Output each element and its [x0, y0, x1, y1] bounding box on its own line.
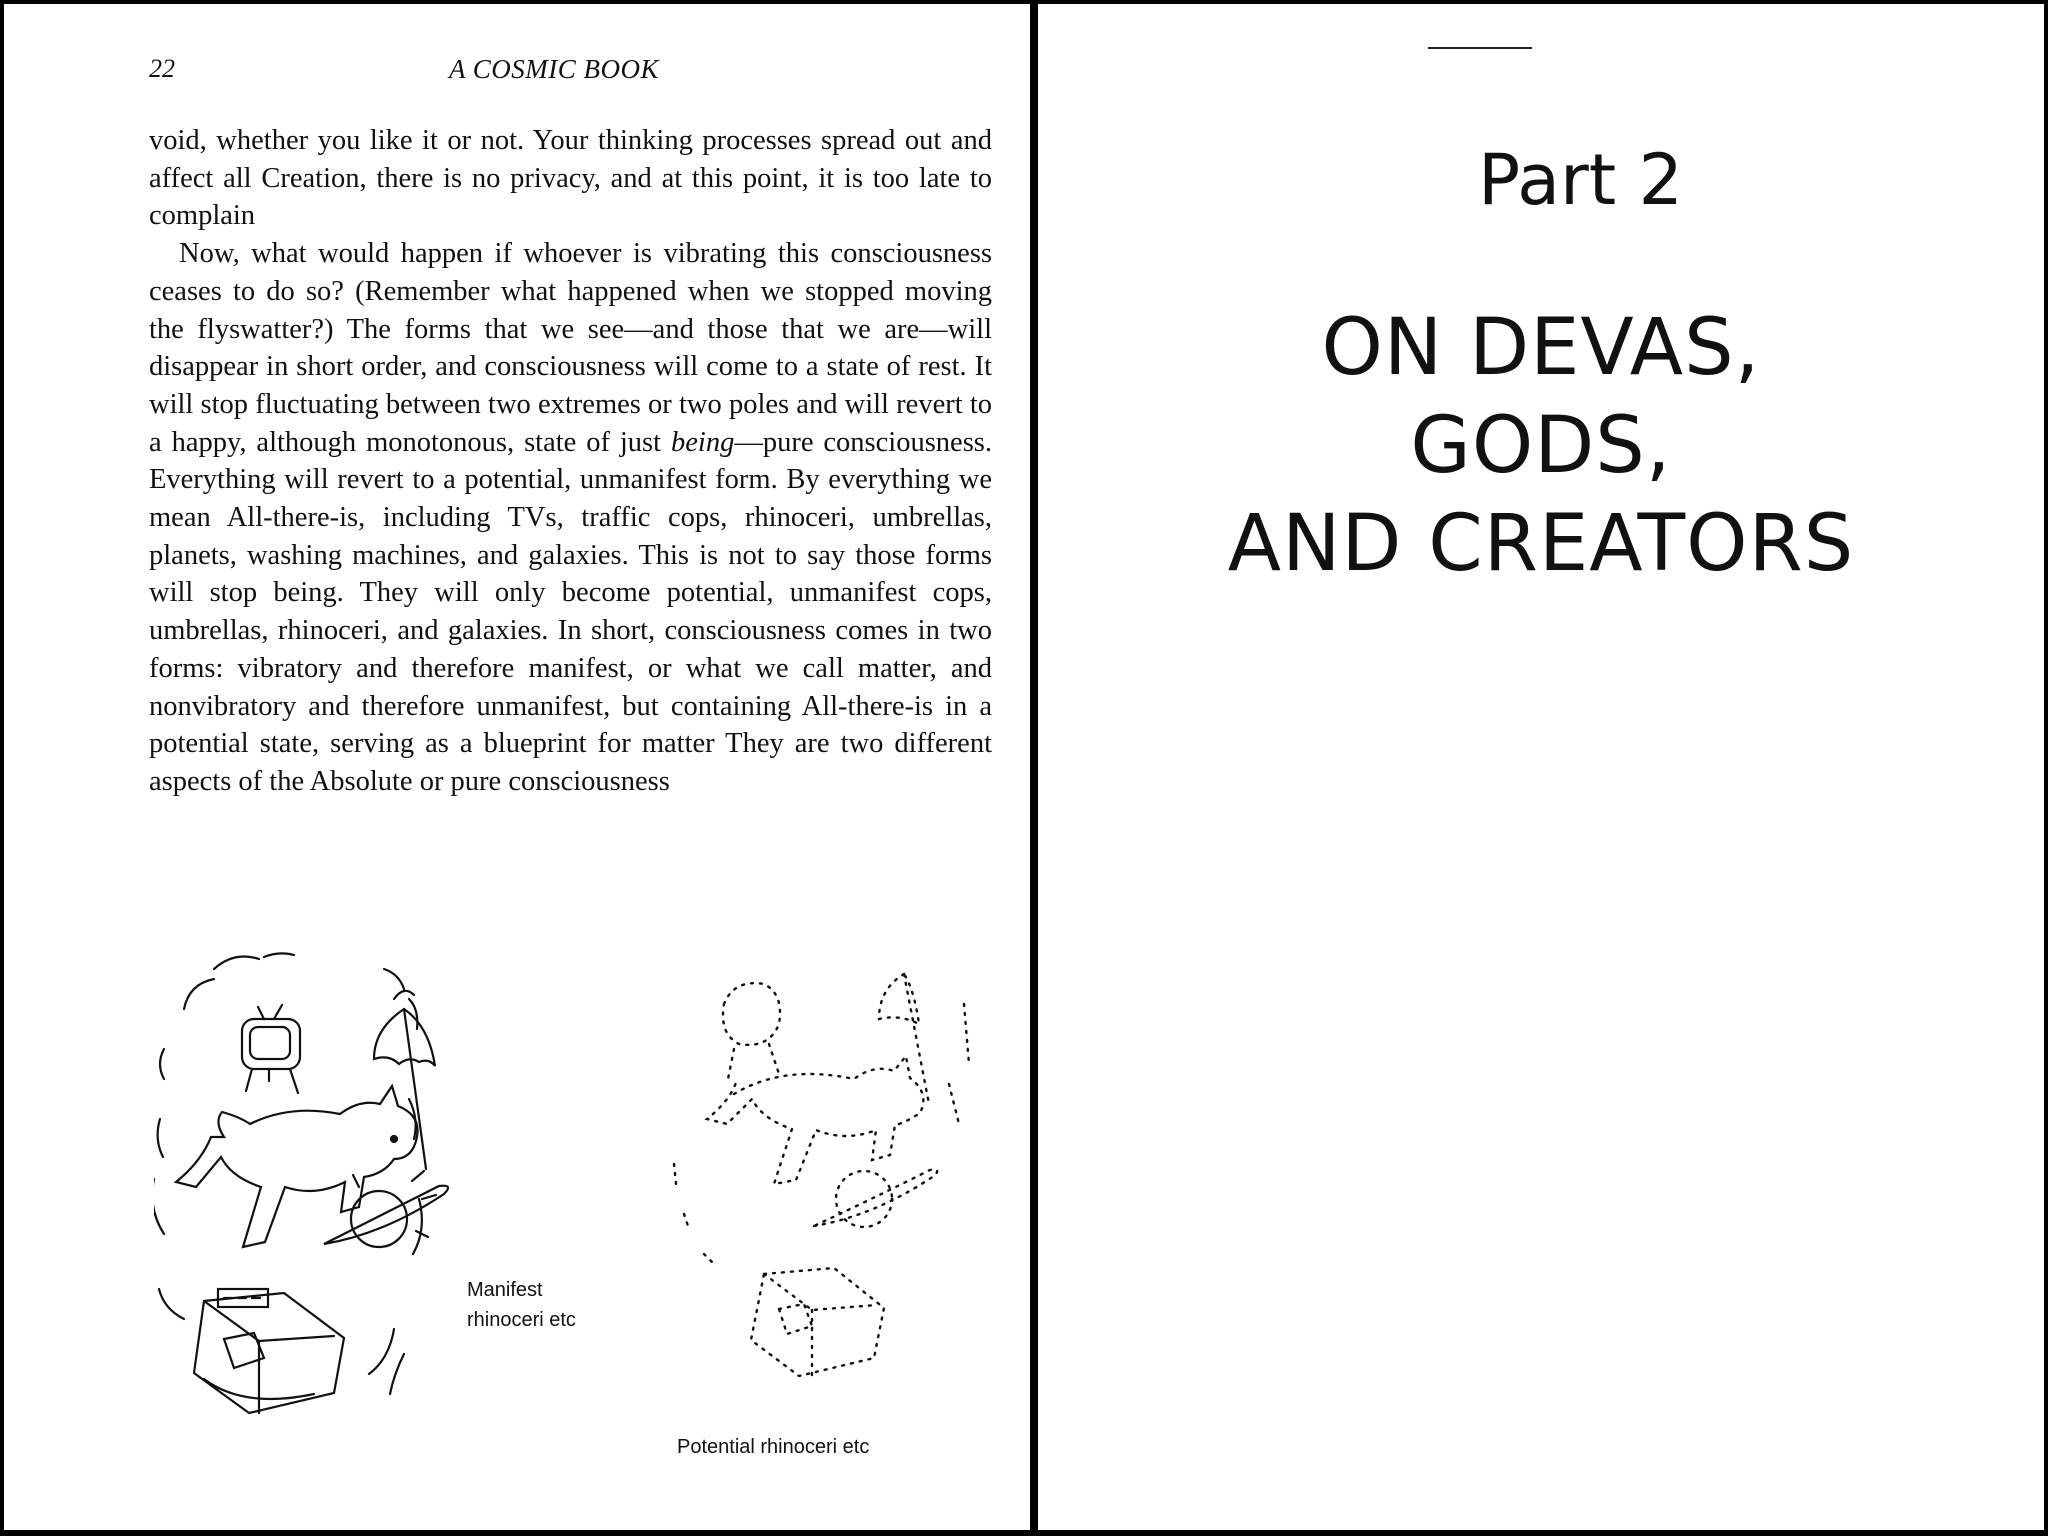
caption-manifest-line2: rhinoceri etc	[467, 1309, 576, 1331]
manifest-objects-illustration	[154, 949, 494, 1429]
paragraph-main-end: —pure consciousness. Everything will revert to a potential, unmanifest form. By everything we mean All-there-is, including TVs, traffic cops, rhinoceri, umbrellas, planets, washing machines, and galaxies. This is not to say those forms will stop being. They will only become potential, unmanifest cops, umbrellas, rhinoceri, and galaxies. In short, consciousness comes in two forms: vibratory and therefore manifest, or what we call matter, and nonvibratory and therefore unmanifest, but containing All-there-is in a potential state, serving as a blueprint for matter They are two different aspects of the Absolute or pure consciousness	[149, 426, 993, 797]
decorative-rule	[1428, 47, 1532, 49]
potential-objects-illustration	[664, 964, 984, 1404]
right-page	[1038, 4, 2044, 1530]
part-title-line-3: AND CREATORS	[1227, 499, 1855, 589]
part-label: Part 2	[1478, 139, 1683, 221]
paragraph-main	[149, 235, 992, 801]
paragraph-continued: void, whether you like it or not. Your thinking processes spread out and affect all Creation, there is no privacy, and at this point, it is too late to complain	[149, 125, 992, 232]
page-number: 22	[149, 54, 175, 83]
left-page	[4, 4, 1030, 1530]
part-title-line-2: GODS,	[1410, 401, 1672, 491]
part-title-line-1: ON DEVAS,	[1321, 303, 1761, 393]
caption-manifest	[467, 1275, 647, 1335]
body-text	[149, 122, 992, 801]
emphasis-being: being	[671, 426, 735, 458]
part-title	[1038, 299, 2044, 593]
caption-manifest-line1: Manifest	[467, 1279, 543, 1301]
caption-potential: Potential rhinoceri etc	[677, 1436, 870, 1458]
running-head: A COSMIC BOOK	[449, 54, 660, 84]
paragraph-main-start: Now, what would happen if whoever is vibrating this consciousness ceases to do so? (Remember what happened when we stopped moving the flyswatter?) The forms that we see—and those that we are—will disappear in short order, and consciousness will come to a state of rest. It will stop fluctuating between two extremes or two poles and will revert to a happy, although monotonous, state of just	[149, 238, 992, 458]
